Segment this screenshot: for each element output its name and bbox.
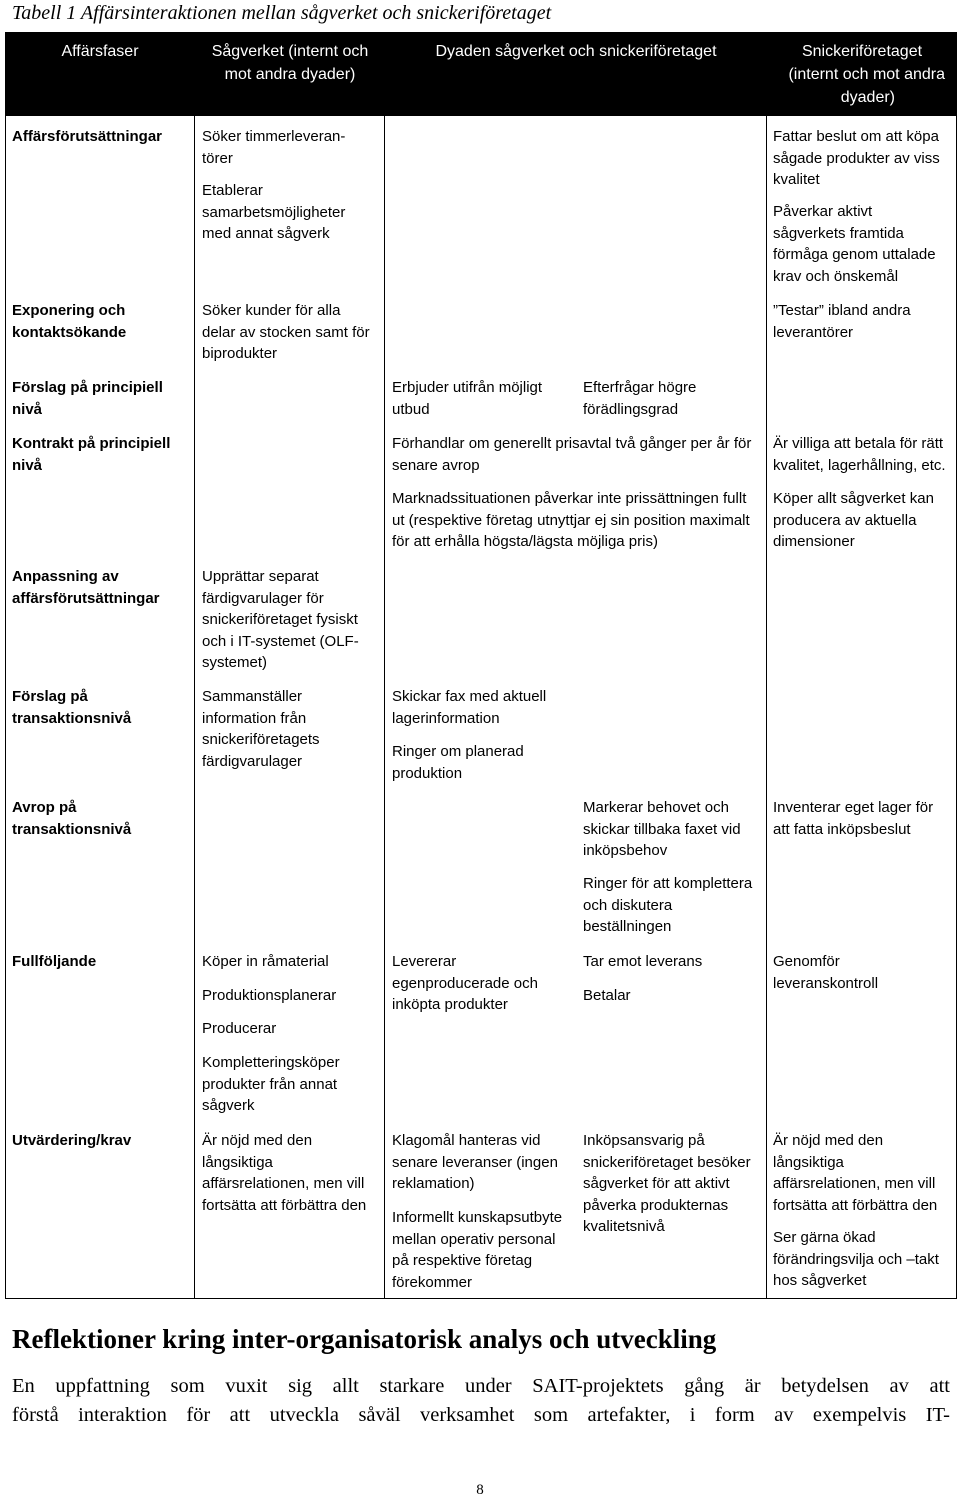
- table-border-left: [5, 116, 6, 1299]
- section-heading: Reflektioner kring inter-organisatorisk analys och utveckling: [12, 1324, 717, 1354]
- snick-cell-text: Påverkar aktivt sågverkets framtida förmåga genom uttalade krav och önskemål: [773, 203, 936, 285]
- table-border-bottom: [5, 1298, 957, 1299]
- dyad-cell-text: Marknadssituationen påverkar inte prissättningen fullt ut (respektive företag utnyttjar ej sin position maximalt för att erhålla högsta/lägsta möjliga pris): [392, 490, 750, 550]
- snick-cell-text: Är nöjd med den långsiktiga affärsrelationen, men vill fortsätta att förbättra den: [773, 1132, 938, 1214]
- snick-cell-text: Inventerar eget lager för att fatta inköpsbeslut: [773, 799, 934, 838]
- table-header: [5, 32, 957, 116]
- snick-cell-text: Ser gärna ökad förändringsvilja och –takt hos sågverket: [773, 1229, 939, 1289]
- dyad-cell-text: Inköpsansvarig på snickeriföretaget besöker sågverket för att aktivt påverka produkternas kvalitetsnivå: [583, 1132, 751, 1235]
- body-paragraph: En uppfattning som vuxit sig allt starkare under SAIT-projektets gång är betydelsen av att förstå interaktion för att utveckla såväl verksamhet som artefakter, i form av exempelvis IT-: [12, 1375, 950, 1426]
- dyad-cell-text: Ringer för att komplettera och diskutera beställningen: [583, 875, 753, 935]
- table-border-right: [956, 116, 957, 1299]
- phase-label: Förslag på principiell nivå: [12, 379, 163, 418]
- snick-cell-text: ”Testar” ibland andra leverantörer: [773, 302, 911, 341]
- phase-label: Exponering och kontaktsökande: [12, 302, 127, 341]
- dyad-cell-text: Betalar: [583, 987, 631, 1004]
- phase-label: Anpassning av affärsförutsättningar: [12, 568, 160, 607]
- saw-cell-text: Är nöjd med den långsiktiga affärsrelationen, men vill fortsätta att förbättra den: [202, 1132, 367, 1214]
- header-sagverket: Sågverket (internt och mot andra dyader): [211, 43, 369, 83]
- saw-cell-text: Söker timmerleveran- törer: [202, 128, 346, 167]
- phase-label: Fullföljande: [12, 953, 97, 970]
- table-caption: Tabell 1 Affärsinteraktionen mellan sågverket och snickeriföretaget: [12, 2, 552, 24]
- saw-cell-text: Upprättar separat färdigvarulager för snickeriföretaget fysiskt och i IT-systemet (OLF- systemet): [202, 568, 359, 671]
- snick-cell-text: Genomför leveranskontroll: [773, 953, 879, 992]
- saw-cell-text: Köper in råmaterial: [202, 953, 329, 970]
- header-snickeriforetaget: Snickeriföretaget (internt och mot andra dyader): [788, 43, 945, 106]
- phase-label: Utvärdering/krav: [12, 1132, 132, 1149]
- snick-cell-text: Köper allt sågverket kan producera av aktuella dimensioner: [773, 490, 934, 550]
- column-divider: [194, 116, 195, 1299]
- header-affarsfaser: Affärsfaser: [61, 43, 139, 60]
- header-dyaden: Dyaden sågverket och snickeriföretaget: [435, 43, 717, 60]
- dyad-cell-text: Skickar fax med aktuell lagerinformation: [392, 688, 547, 727]
- dyad-cell-text: Markerar behovet och skickar tillbaka faxet vid inköpsbehov: [583, 799, 741, 859]
- phase-label: Kontrakt på principiell nivå: [12, 435, 171, 474]
- dyad-cell-text: Förhandlar om generellt prisavtal två gånger per år för senare avrop: [392, 435, 752, 474]
- page-number: 8: [476, 1482, 484, 1498]
- phase-label: Förslag på transaktionsnivå: [12, 688, 132, 727]
- phase-label: Affärsförutsättningar: [12, 128, 163, 145]
- dyad-cell-text: Ringer om planerad produktion: [392, 743, 524, 782]
- saw-cell-text: Sammanställer information från snickeriföretagets färdigvarulager: [202, 688, 320, 770]
- saw-cell-text: Söker kunder för alla delar av stocken samt för biprodukter: [202, 302, 370, 362]
- phase-label: Avrop på transaktionsnivå: [12, 799, 132, 838]
- saw-cell-text: Etablerar samarbetsmöjligheter med annat sågverk: [202, 182, 346, 242]
- column-divider: [384, 116, 385, 1299]
- snick-cell-text: Fattar beslut om att köpa sågade produkter av viss kvalitet: [773, 128, 940, 188]
- dyad-cell-text: Klagomål hanteras vid senare leveranser (ingen reklamation): [392, 1132, 558, 1192]
- dyad-cell-text: Tar emot leverans: [583, 953, 703, 970]
- snick-cell-text: Är villiga att betala för rätt kvalitet, lagerhållning, etc.: [773, 435, 946, 474]
- saw-cell-text: Kompletteringsköper produkter från annat sågverk: [202, 1054, 340, 1114]
- dyad-cell-text: Informellt kunskapsutbyte mellan operativ personal på respektive företag förekommer: [392, 1209, 563, 1291]
- column-divider: [766, 116, 767, 1299]
- saw-cell-text: Producerar: [202, 1020, 277, 1037]
- saw-cell-text: Produktionsplanerar: [202, 987, 337, 1004]
- dyad-cell-text: Levererar egenproducerade och inköpta produkter: [392, 953, 538, 1013]
- dyad-cell-text: Erbjuder utifrån möjligt utbud: [392, 379, 543, 418]
- dyad-cell-text: Efterfrågar högre förädlingsgrad: [583, 379, 697, 418]
